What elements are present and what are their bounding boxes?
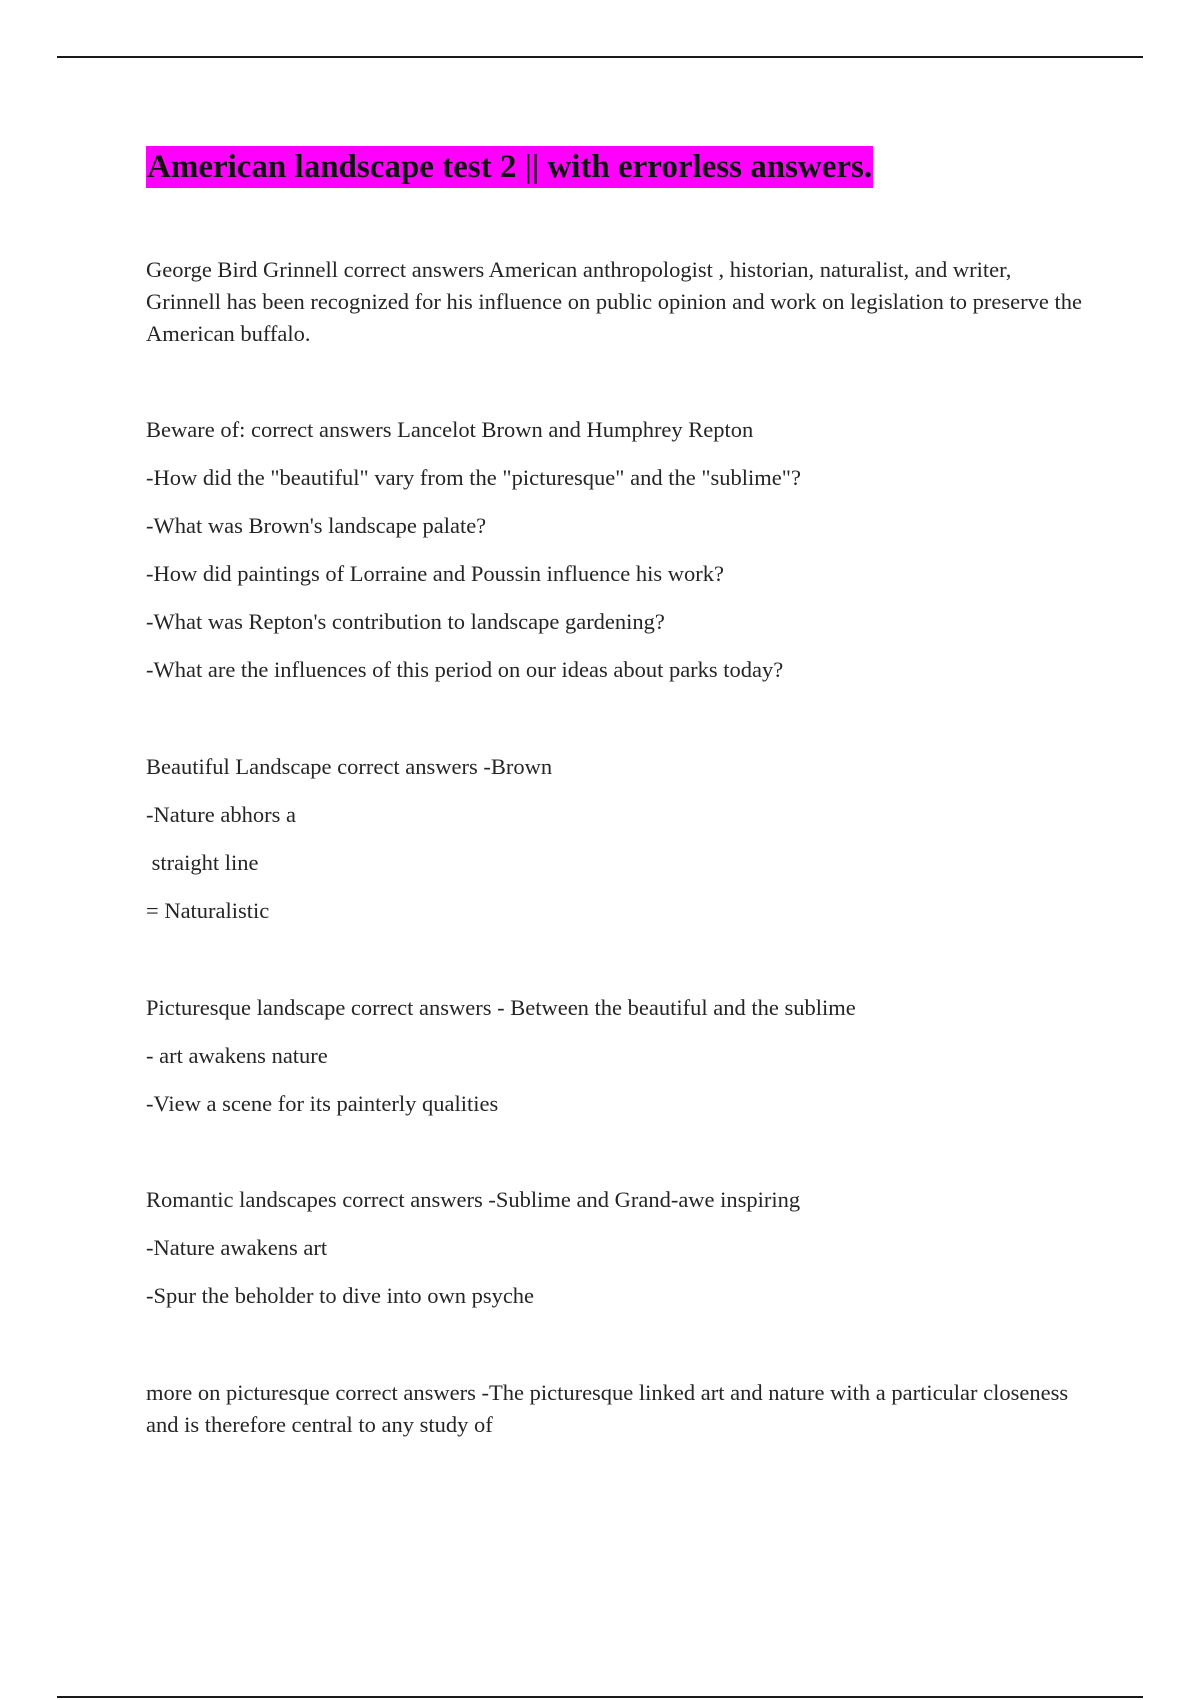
footer-rule xyxy=(57,1696,1143,1698)
entry-line: -Spur the beholder to dive into own psyche xyxy=(146,1283,535,1308)
document-body xyxy=(146,146,1086,1437)
qa-entry-romantic-landscapes xyxy=(146,1184,1086,1312)
entry-line: -View a scene for its painterly qualities xyxy=(146,1091,499,1116)
entry-line: Romantic landscapes correct answers -Sublime and Grand-awe inspiring xyxy=(146,1187,801,1212)
entry-line: straight line xyxy=(146,850,259,875)
document-title: American landscape test 2 || with errorless answers. xyxy=(146,146,873,188)
entry-line: -Nature abhors a xyxy=(146,802,296,827)
entry-line: Beware of: correct answers Lancelot Brown and Humphrey Repton xyxy=(146,417,754,442)
entry-line: = Naturalistic xyxy=(146,898,270,923)
qa-entry-beautiful-landscape xyxy=(146,751,1086,927)
entry-text: more on picturesque correct answers -The picturesque linked art and nature with a particular closeness and is therefore central to any study of xyxy=(146,1380,1069,1437)
entry-line: Picturesque landscape correct answers - Between the beautiful and the sublime xyxy=(146,995,856,1020)
qa-entry-more-on-picturesque xyxy=(146,1377,1086,1441)
entry-line: -Nature awakens art xyxy=(146,1235,328,1260)
qa-entry-picturesque-landscape xyxy=(146,992,1086,1120)
entry-text: George Bird Grinnell correct answers American anthropologist , historian, naturalist, and writer, Grinnell has been recognized for his influence on public opinion and work on legislation to preserve the American buffalo. xyxy=(146,257,1082,346)
entry-line: -What was Repton's contribution to landscape gardening? xyxy=(146,609,665,634)
entry-line: -How did paintings of Lorraine and Poussin influence his work? xyxy=(146,561,725,586)
header-rule xyxy=(57,56,1143,58)
qa-entry-grinnell xyxy=(146,254,1086,350)
entry-line: -What was Brown's landscape palate? xyxy=(146,513,487,538)
entry-line: -How did the "beautiful" vary from the "picturesque" and the "sublime"? xyxy=(146,465,801,490)
entry-line: Beautiful Landscape correct answers -Brown xyxy=(146,754,553,779)
entry-line: -What are the influences of this period on our ideas about parks today? xyxy=(146,657,784,682)
entry-line: - art awakens nature xyxy=(146,1043,328,1068)
qa-entry-beware-of xyxy=(146,414,1086,686)
